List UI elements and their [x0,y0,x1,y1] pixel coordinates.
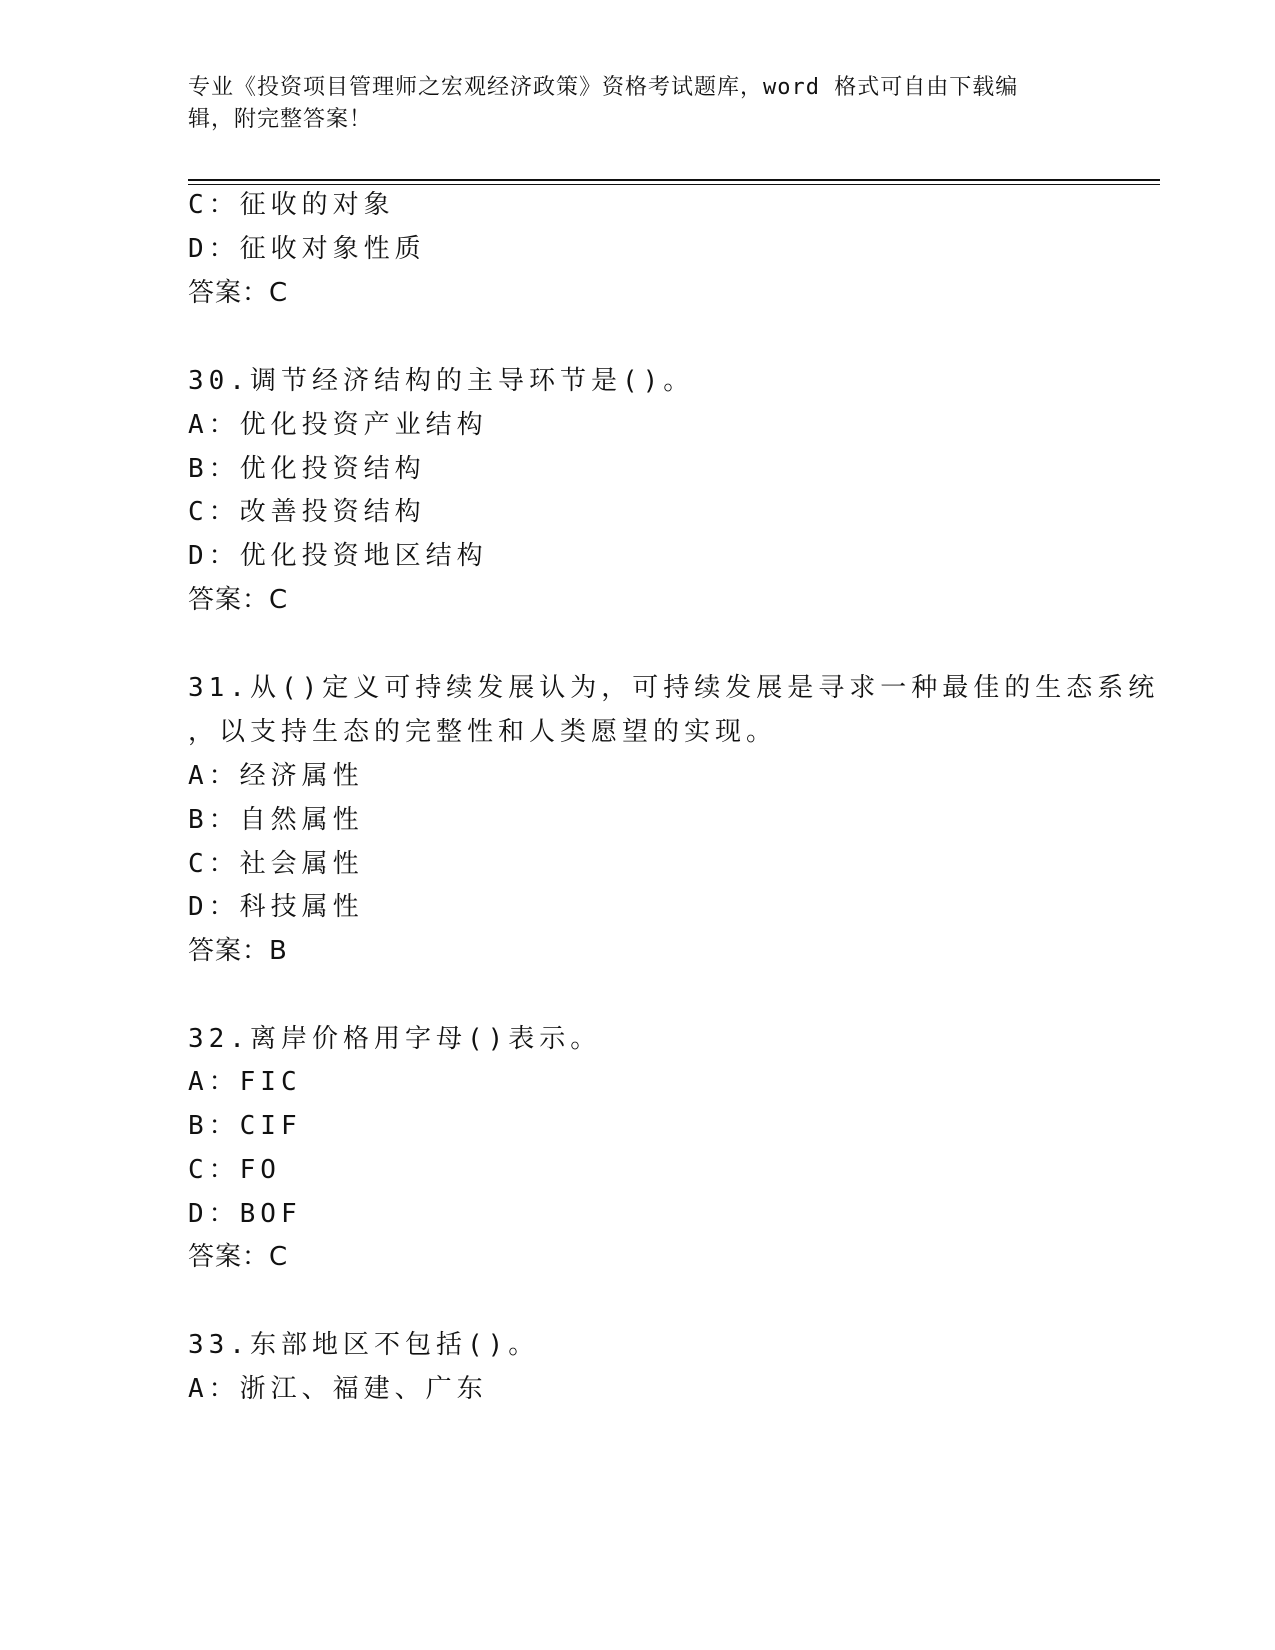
option-line: A：经济属性 [188,761,364,791]
header-line: 辑，附完整答案！ [188,107,373,132]
option-line: D：优化投资地区结构 [188,541,488,571]
question-text: ，以支持生态的完整性和人类愿望的实现。 [188,717,778,747]
option-line: B：自然属性 [188,805,364,835]
header-line: 专业《投资项目管理师之宏观经济政策》资格考试题库，word 格式可自由下载编 [188,75,1019,100]
option-line: C：改善投资结构 [188,497,426,527]
question-text: 33.东部地区不包括()。 [188,1330,540,1360]
option-line: A：浙江、福建、广东 [188,1374,488,1404]
option-line: A：FIC [188,1067,302,1097]
answer-line: 答案：C [188,278,289,308]
answer-line: 答案：B [188,936,288,966]
option-line: C：社会属性 [188,849,364,879]
option-line: D：科技属性 [188,892,364,922]
question-text: 31.从()定义可持续发展认为，可持续发展是寻求一种最佳的生态系统 [188,673,1160,703]
option-line: A：优化投资产业结构 [188,410,488,440]
option-line: D：征收对象性质 [188,234,426,264]
answer-line: 答案：C [188,1242,289,1272]
option-line: D：BOF [188,1199,302,1229]
option-line: C：征收的对象 [188,190,395,220]
option-line: B：优化投资结构 [188,454,426,484]
answer-line: 答案：C [188,585,289,615]
question-text: 30.调节经济结构的主导环节是()。 [188,366,695,396]
question-text: 32.离岸价格用字母()表示。 [188,1024,602,1054]
option-line: B：CIF [188,1111,302,1141]
option-line: C：FO [188,1155,281,1185]
